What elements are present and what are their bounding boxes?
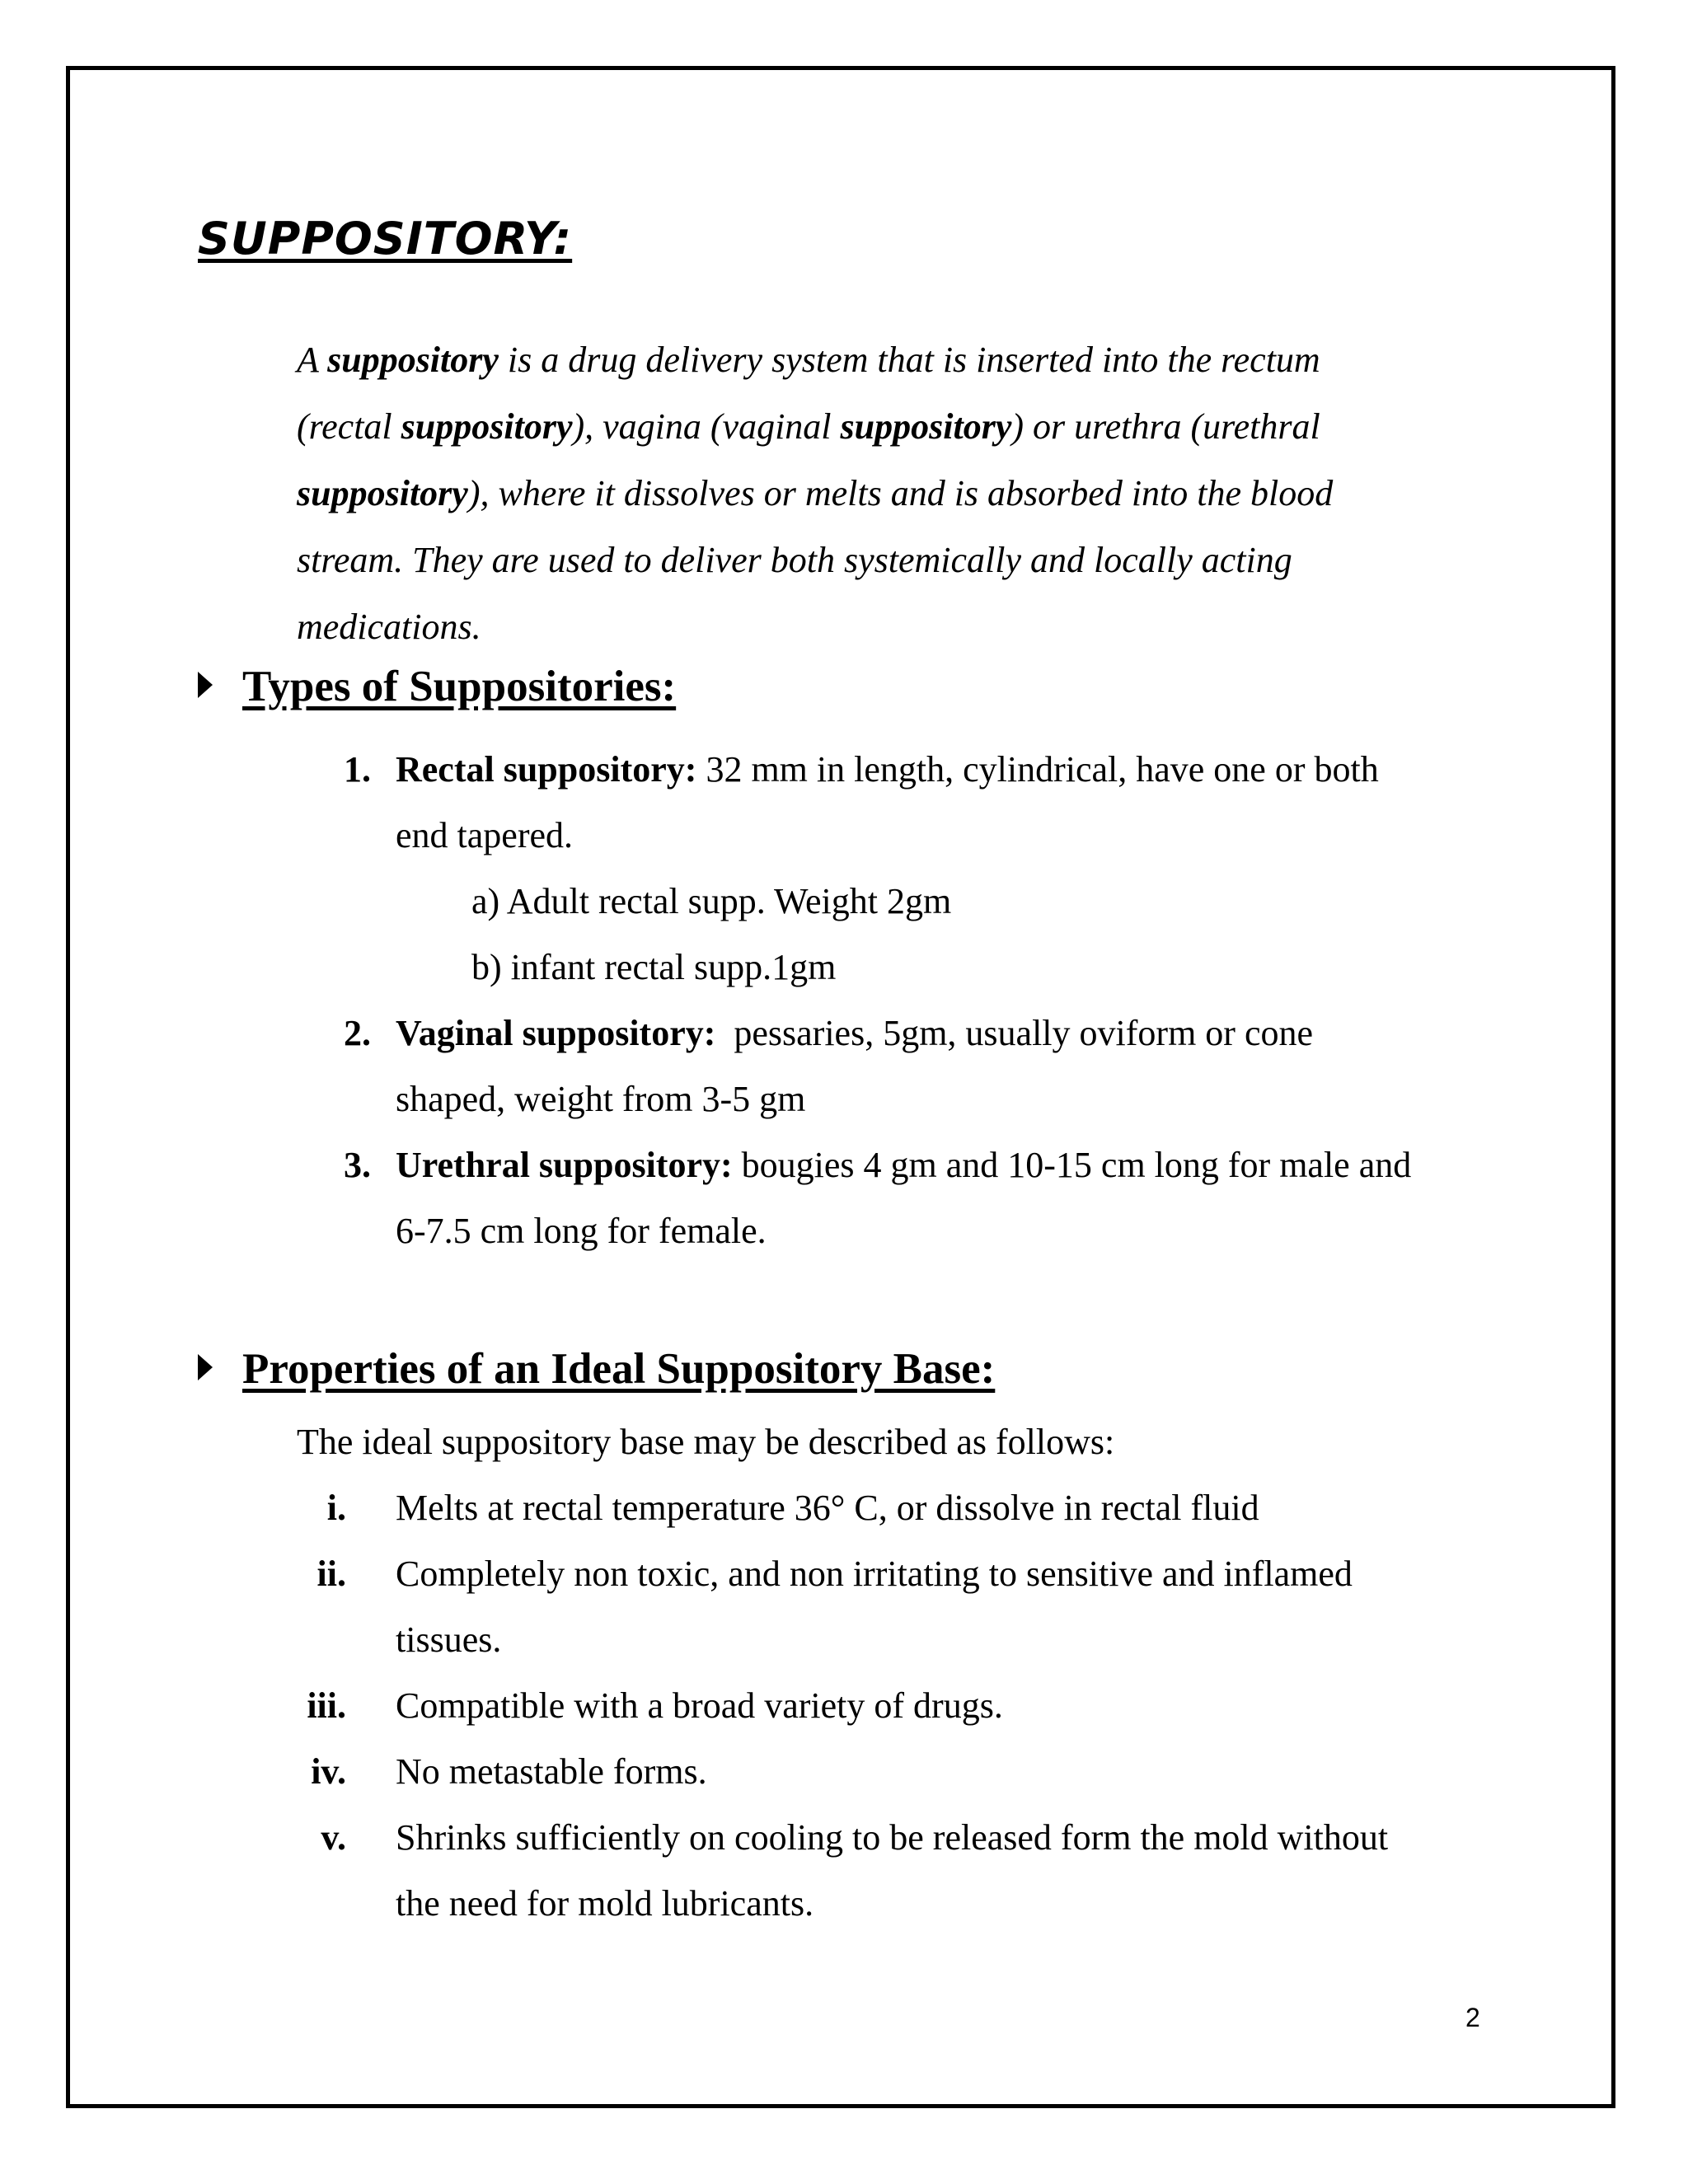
urethral-suppository-line-2: 6-7.5 cm long for female. bbox=[396, 1211, 767, 1251]
intro-line: suppository), where it dissolves or melts and is absorbed into the blood bbox=[297, 473, 1334, 513]
intro-line: medications. bbox=[297, 607, 481, 647]
list-number: 2. bbox=[344, 1013, 371, 1053]
property-line: Melts at rectal temperature 36° C, or dissolve in rectal fluid bbox=[396, 1488, 1259, 1528]
subitem-infant: b) infant rectal supp.1gm bbox=[471, 947, 837, 987]
intro-line: A suppository is a drug delivery system that is inserted into the rectum bbox=[297, 340, 1320, 380]
property-line: Completely non toxic, and non irritating to sensitive and inflamed bbox=[396, 1554, 1353, 1594]
roman-numeral: ii. bbox=[316, 1554, 346, 1594]
roman-numeral: iv. bbox=[311, 1751, 346, 1792]
urethral-suppository-line: Urethral suppository: bougies 4 gm and 10-15 cm long for male and bbox=[396, 1145, 1412, 1185]
page-title: SUPPOSITORY: bbox=[198, 213, 573, 265]
list-number: 1. bbox=[344, 749, 371, 790]
caret-right-icon bbox=[198, 1354, 213, 1380]
list-number: 3. bbox=[344, 1145, 371, 1185]
property-line: Shrinks sufficiently on cooling to be released form the mold without bbox=[396, 1817, 1389, 1858]
intro-paragraph bbox=[297, 326, 1451, 660]
rectal-suppository-line: Rectal suppository: 32 mm in length, cylindrical, have one or both bbox=[396, 749, 1379, 790]
rectal-suppository-line-2: end tapered. bbox=[396, 815, 573, 855]
property-line: No metastable forms. bbox=[396, 1751, 707, 1792]
intro-line: (rectal suppository), vagina (vaginal suppository) or urethra (urethral bbox=[297, 406, 1320, 447]
intro-line: stream. They are used to deliver both systemically and locally acting bbox=[297, 540, 1292, 580]
property-line-cont: tissues. bbox=[396, 1619, 502, 1660]
properties-heading: Properties of an Ideal Suppository Base: bbox=[198, 1342, 995, 1396]
property-line-cont: the need for mold lubricants. bbox=[396, 1883, 814, 1924]
subitem-adult: a) Adult rectal supp. Weight 2gm bbox=[471, 881, 952, 921]
property-line: Compatible with a broad variety of drugs. bbox=[396, 1685, 1003, 1726]
vaginal-suppository-line: Vaginal suppository: pessaries, 5gm, usually oviform or cone bbox=[396, 1013, 1313, 1053]
properties-intro: The ideal suppository base may be described as follows: bbox=[297, 1422, 1115, 1462]
roman-numeral: i. bbox=[326, 1488, 346, 1528]
page-number: 2 bbox=[1465, 2003, 1480, 2032]
roman-numeral: v. bbox=[321, 1817, 346, 1858]
caret-right-icon bbox=[198, 672, 213, 698]
vaginal-suppository-line-2: shaped, weight from 3-5 gm bbox=[396, 1079, 806, 1119]
types-heading: Types of Suppositories: bbox=[198, 659, 676, 714]
roman-numeral: iii. bbox=[307, 1685, 346, 1726]
